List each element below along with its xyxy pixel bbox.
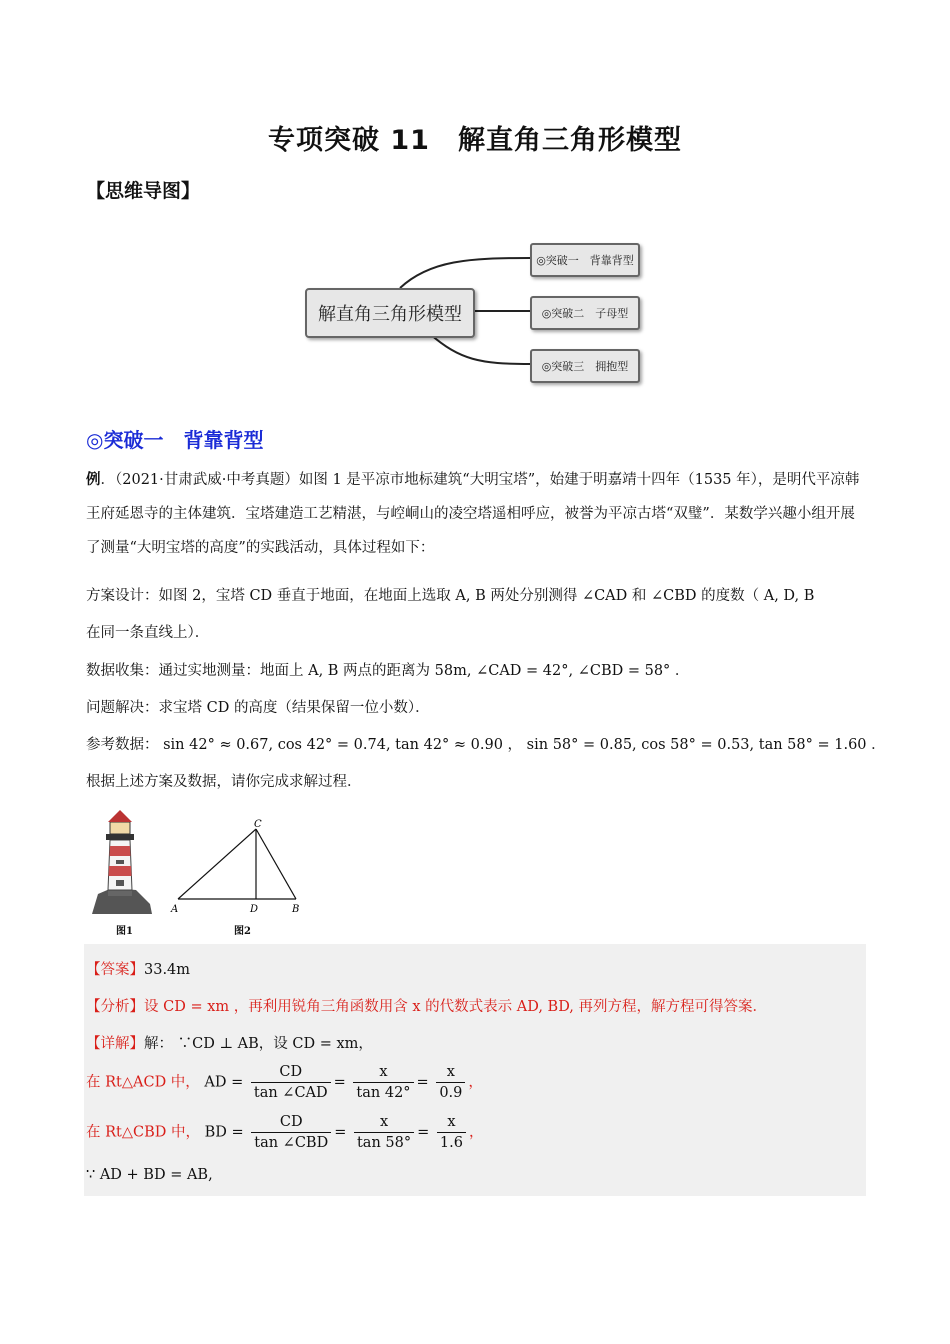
eq1-prefix: 在 Rt△ACD 中，	[86, 1074, 200, 1091]
eq1-fraction-1: $\frac{CD}{\text{tan ∠CAD}}$	[251, 1062, 331, 1103]
point-label-b: B	[292, 904, 300, 915]
answer-line	[86, 958, 190, 979]
answer-label: 【答案】	[86, 962, 144, 978]
problem-line: 问题解决：求宝塔 CD 的高度（结果保留一位小数）．	[86, 700, 430, 716]
detail-label: 【详解】	[86, 1036, 144, 1052]
eq1-fraction-2: $\frac{x}{\tan 42^\circ}$	[353, 1062, 413, 1103]
analysis-text: 设 CD = xm ，再利用锐角三角函数用含 x 的代数式表示 AD, BD, 再列方程，解方程可得答案．	[144, 999, 768, 1015]
equation-1: 在 Rt△ACD 中， AD = $\frac{CD}{\text{tan ∠CAD}}$ = $\frac{x}{\tan 42^\circ}$ = $\frac{x}{0.9}$ ，	[86, 1064, 483, 1101]
detail-line	[86, 1032, 373, 1053]
mindmap-root-node: 解直角三角形模型	[305, 288, 475, 338]
page-title: 专项突破 11 解直角三角形模型	[268, 125, 682, 156]
eq2-fraction-1: $\frac{CD}{\text{tan ∠CBD}}$	[251, 1112, 331, 1153]
data-line: 数据收集：通过实地测量：地面上 A, B 两点的距离为 58m, ∠CAD = 42°, ∠CBD = 58° ．	[86, 663, 690, 679]
mindmap-branch-1: ◎突破一 背靠背型	[530, 243, 640, 277]
reference-line: 参考数据： sin 42° ≈ 0.67, cos 42° = 0.74, tan 42° ≈ 0.90 ， sin 58° = 0.85, cos 58° = 0.53, tan 58° = 1.60 ．	[86, 737, 886, 753]
eq2-fraction-3: $\frac{x}{1.6}$	[437, 1112, 466, 1153]
mindmap-branch-3: ◎突破三 拥抱型	[530, 349, 640, 383]
point-label-c: C	[254, 819, 262, 830]
example-text: ．（2021·甘肃武威·中考真题）如图 1 是平凉市地标建筑“大明宝塔”，始建于明嘉靖十四年（1535 年），是明代平凉韩王府延恩寺的主体建筑．宝塔建造工艺精湛，与崆峒山的凌空塔遥相呼应，被誉为平凉古塔“双璧”．某数学兴趣小组开展了测量“大明宝塔的高度”的实践活动，具体过程如下：	[86, 472, 860, 556]
eq2-prefix: 在 Rt△CBD 中，	[86, 1124, 200, 1141]
last-equation-line: ∵ AD + BD = AB,	[86, 1167, 213, 1183]
equation-2: 在 Rt△CBD 中， BD = $\frac{CD}{\text{tan ∠CBD}}$ = $\frac{x}{\tan 58^\circ}$ = $\frac{x}{1.6}$ ，	[86, 1114, 484, 1151]
example-label: 例	[86, 471, 101, 488]
instruction-line: 根据上述方案及数据，请你完成求解过程．	[86, 774, 362, 790]
lighthouse-figure	[88, 808, 156, 916]
mindmap-heading: 【思维导图】	[86, 180, 201, 202]
eq1-fraction-3: $\frac{x}{0.9}$	[436, 1062, 465, 1103]
figure2-caption: 图2	[234, 926, 251, 937]
mindmap-branch-2: ◎突破二 子母型	[530, 296, 640, 330]
eq2-fraction-2: $\frac{x}{\tan 58^\circ}$	[354, 1112, 414, 1153]
triangle-figure	[168, 815, 308, 920]
point-label-d: D	[250, 904, 259, 915]
detail-intro: 解： ∵CD ⊥ AB，设 CD = xm，	[144, 1036, 373, 1052]
example-paragraph	[86, 463, 866, 565]
mind-map	[290, 230, 650, 390]
design-line: 方案设计：如图 2，宝塔 CD 垂直于地面，在地面上选取 A, B 两处分别测得 ∠CAD 和 ∠CBD 的度数（ A, D, B	[86, 588, 815, 604]
eq2-lhs: BD =	[204, 1124, 244, 1141]
answer-value: 33.4m	[144, 962, 191, 978]
analysis-label: 【分析】	[86, 999, 144, 1015]
section-heading: ◎突破一 背靠背型	[86, 428, 264, 452]
eq1-lhs: AD =	[204, 1074, 244, 1091]
design-line-2: 在同一条直线上）．	[86, 625, 210, 641]
figure1-caption: 图1	[116, 926, 133, 937]
analysis-line	[86, 995, 767, 1016]
point-label-a: A	[171, 904, 179, 915]
